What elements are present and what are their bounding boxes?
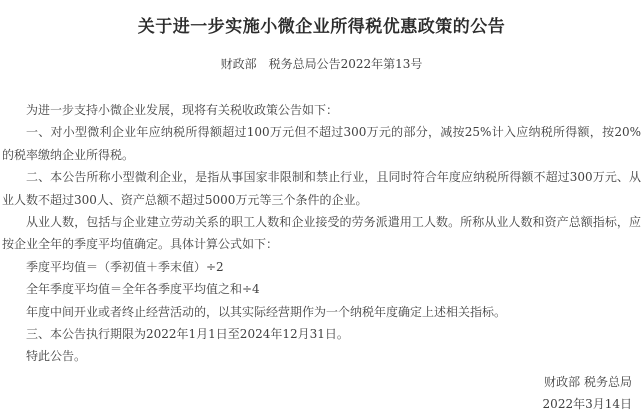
paragraph-employee-definition: 从业人数，包括与企业建立劳动关系的职工人数和企业接受的劳务派遣用工人数。所称从业人数和资产总额指标，应按企业全年的季度平均值确定。具体计算公式如下：: [2, 215, 641, 252]
paragraph-preamble: 为进一步支持小微企业发展，现将有关税收政策公告如下：: [26, 103, 339, 117]
paragraph-closing: 特此公告。: [26, 349, 87, 364]
signature-block: [543, 371, 632, 416]
paragraph-article-3-validity: 三、本公告执行期限为2022年1月1日至2024年12月31日。: [26, 327, 349, 342]
formula-annual-quarterly-average: 全年季度平均值＝全年各季度平均值之和÷4: [26, 282, 260, 297]
formula-quarterly-average: 季度平均值＝（季初值＋季末值）÷2: [26, 259, 224, 274]
paragraph-mid-year-rule: 年度中间开业或者终止经营活动的，以其实际经营期作为一个纳税年度确定上述相关指标。: [26, 304, 507, 319]
document-title: 关于进一步实施小微企业所得税优惠政策的公告: [137, 17, 506, 37]
paragraph-article-2: 二、本公告所称小型微利企业，是指从事国家非限制和禁止行业，且同时符合年度应纳税所得额不超过300万元、从业人数不超过300人、资产总额不超过5000万元等三个条件的企业。: [2, 170, 641, 207]
issue-date: 2022年3月14日: [542, 397, 632, 412]
document-number: 财政部 税务总局公告2022年第13号: [220, 57, 423, 71]
paragraph-article-1: 一、对小型微利企业年应纳税所得额超过100万元但不超过300万元的部分，减按25%计入应纳税所得额，按20%的税率缴纳企业所得税。: [2, 125, 641, 162]
document-body: [0, 99, 643, 368]
issuing-authority: 财政部 税务总局: [544, 375, 632, 389]
